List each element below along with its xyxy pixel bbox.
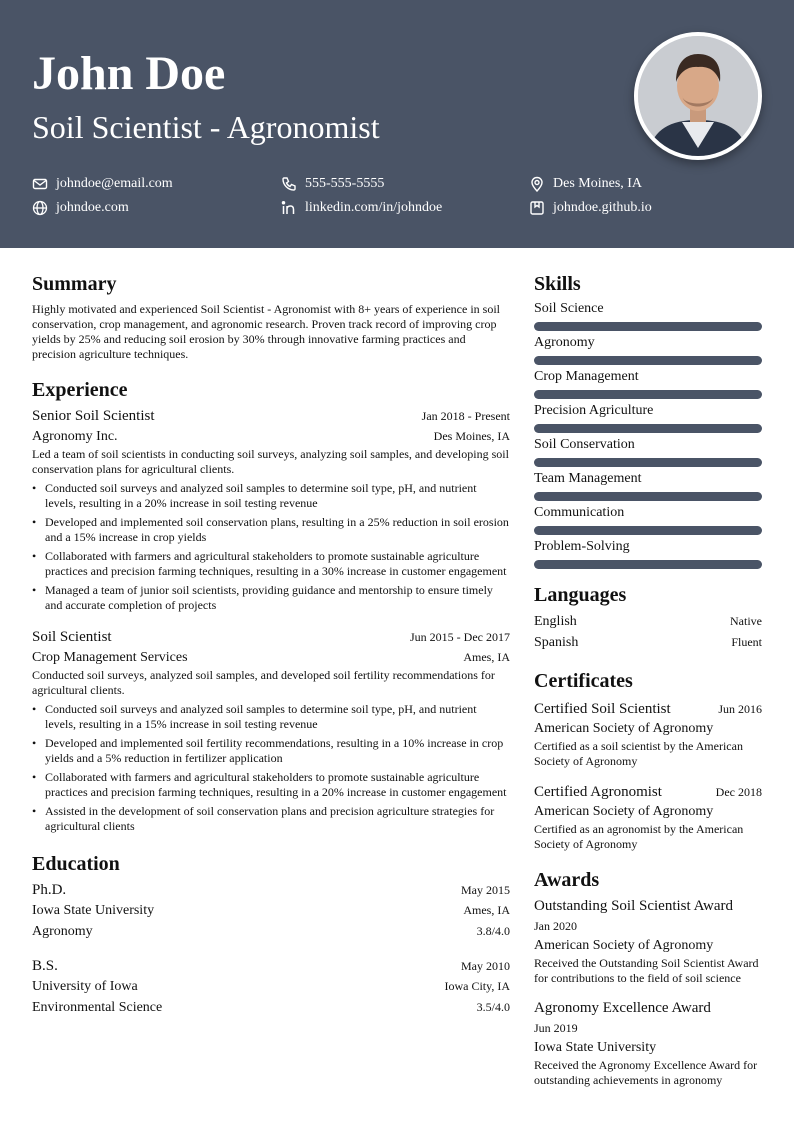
degree-field: Agronomy — [32, 924, 93, 939]
location-icon — [529, 176, 545, 192]
list-item: • Conducted soil surveys and analyzed soil samples to determine soil type, pH, and nutrient levels, resulting in a 20% increase in soil testing revenue — [32, 481, 510, 511]
degree-name: B.S. — [32, 958, 58, 974]
degree-field: Environmental Science — [32, 1000, 163, 1015]
degree-gpa: 3.8/4.0 — [476, 924, 510, 938]
certificate-title: Certified Agronomist — [534, 784, 662, 800]
certificate-issuer: American Society of Agronomy — [534, 804, 714, 819]
certificate-title: Certified Soil Scientist — [534, 701, 671, 717]
skill-level-bar — [534, 390, 762, 399]
contact-github[interactable]: johndoe.github.io — [529, 200, 652, 216]
list-item: • Managed a team of junior soil scientists, providing guidance and mentorship to ensure timely and accurate completion of projects — [32, 583, 510, 613]
list-item: • Assisted in the development of soil conservation plans and precision agriculture strategies for agricultural clients — [32, 804, 510, 834]
language-name: English — [534, 614, 577, 629]
github-icon — [529, 200, 545, 216]
language-name: Spanish — [534, 635, 579, 650]
award-description: Received the Agronomy Excellence Award for outstanding achievements in agronomy — [534, 1058, 758, 1087]
skills-section — [534, 272, 762, 569]
section-heading: Experience — [32, 379, 128, 401]
experience-section — [32, 378, 510, 834]
awards-section — [534, 868, 762, 1088]
summary-text: Highly motivated and experienced Soil Scientist - Agronomist with 8+ years of experience in soil conservation, crop management, and agronomic research. Proven track record of improving crop yields by 25% and reducing soil erosion by 30% through innovative farming practices and precision agriculture techniques. — [32, 302, 500, 361]
skill-level-bar — [534, 322, 762, 331]
summary-section — [32, 272, 510, 362]
job-location: Des Moines, IA — [433, 429, 510, 443]
degree-school: Iowa State University — [32, 903, 155, 918]
skill-name: Agronomy — [534, 335, 595, 350]
certificate-issuer: American Society of Agronomy — [534, 721, 714, 736]
language-item — [534, 611, 762, 632]
certificate-description: Certified as an agronomist by the American Society of Agronomy — [534, 822, 744, 851]
job-position: Senior Soil Scientist — [32, 408, 155, 424]
contact-location: Des Moines, IA — [529, 176, 642, 192]
main-column — [32, 272, 510, 1018]
award-description: Received the Outstanding Soil Scientist Award for contributions to the field of soil science — [534, 956, 759, 985]
degree-location: Iowa City, IA — [444, 979, 510, 993]
skill-item — [534, 470, 762, 501]
skill-level-track — [534, 526, 762, 535]
list-item: • Developed and implemented soil fertility recommendations, resulting in a 10% increase in crop yields and a 5% reduction in fertilizer application — [32, 736, 510, 766]
phone-icon — [281, 176, 297, 192]
certificates-section — [534, 669, 762, 852]
linkedin-icon — [281, 200, 297, 216]
certificate-date: Dec 2018 — [715, 785, 762, 799]
section-heading: Skills — [534, 273, 581, 295]
skill-name: Problem-Solving — [534, 539, 630, 554]
degree-school: University of Iowa — [32, 979, 138, 994]
skill-item — [534, 504, 762, 535]
degree-gpa: 3.5/4.0 — [476, 1000, 510, 1014]
skill-level-track — [534, 356, 762, 365]
section-heading: Certificates — [534, 670, 633, 692]
list-item: • Collaborated with farmers and agricultural stakeholders to promote sustainable agriculture practices and precision farming techniques, resulting in a 20% increase in customer engagement — [32, 770, 510, 800]
job-description: Led a team of soil scientists in conducting soil surveys, analyzing soil samples, and developing soil conservation plans for agricultural clients. — [32, 447, 509, 476]
job-bullets — [32, 481, 510, 613]
profile-photo — [634, 32, 762, 160]
skill-level-track — [534, 458, 762, 467]
skill-level-track — [534, 390, 762, 399]
award-issuer: Iowa State University — [534, 1040, 657, 1055]
job-company: Crop Management Services — [32, 650, 188, 665]
job-entry — [32, 406, 510, 613]
certificate-date: Jun 2016 — [718, 702, 762, 716]
skill-name: Team Management — [534, 471, 642, 486]
language-level: Fluent — [731, 635, 762, 649]
sidebar-column — [534, 272, 762, 1088]
resume-header — [0, 0, 794, 248]
contact-linkedin[interactable]: linkedin.com/in/johndoe — [281, 200, 442, 216]
skill-level-bar — [534, 458, 762, 467]
skill-level-bar — [534, 492, 762, 501]
skill-level-track — [534, 322, 762, 331]
language-level: Native — [730, 614, 762, 628]
globe-icon — [32, 200, 48, 216]
award-entry — [534, 998, 762, 1088]
skill-level-track — [534, 424, 762, 433]
contact-email[interactable]: johndoe@email.com — [32, 176, 173, 192]
skill-item — [534, 538, 762, 569]
contact-website[interactable]: johndoe.com — [32, 200, 129, 216]
candidate-title: Soil Scientist - Agronomist — [32, 109, 380, 145]
award-issuer: American Society of Agronomy — [534, 938, 714, 953]
skill-level-bar — [534, 526, 762, 535]
skill-level-track — [534, 492, 762, 501]
job-dates: Jan 2018 - Present — [421, 409, 510, 423]
skill-name: Soil Science — [534, 301, 604, 316]
award-title: Outstanding Soil Scientist Award — [534, 898, 734, 914]
languages-section — [534, 583, 762, 653]
email-icon — [32, 176, 48, 192]
job-location: Ames, IA — [463, 650, 510, 664]
language-item — [534, 632, 762, 653]
section-heading: Summary — [32, 273, 117, 295]
job-position: Soil Scientist — [32, 629, 112, 645]
award-date: Jun 2019 — [534, 1021, 578, 1035]
skill-level-bar — [534, 356, 762, 365]
list-item: • Collaborated with farmers and agricultural stakeholders to promote sustainable agriculture practices and precision farming techniques, resulting in a 30% increase in customer engagement — [32, 549, 510, 579]
degree-entry — [32, 956, 510, 1018]
award-date: Jan 2020 — [534, 919, 577, 933]
degree-date: May 2010 — [461, 959, 510, 973]
skill-name: Crop Management — [534, 369, 639, 384]
candidate-name: John Doe — [32, 47, 226, 100]
skill-level-bar — [534, 560, 762, 569]
degree-entry — [32, 880, 510, 942]
certificate-entry — [534, 782, 762, 852]
skill-item — [534, 436, 762, 467]
skill-item — [534, 368, 762, 399]
certificate-description: Certified as a soil scientist by the American Society of Agronomy — [534, 739, 743, 768]
certificate-entry — [534, 699, 762, 769]
degree-date: May 2015 — [461, 883, 510, 897]
skill-name: Soil Conservation — [534, 437, 635, 452]
degree-name: Ph.D. — [32, 882, 67, 898]
education-section — [32, 852, 510, 1018]
job-entry — [32, 627, 510, 834]
skill-level-track — [534, 560, 762, 569]
job-company: Agronomy Inc. — [32, 429, 118, 444]
skills-list — [534, 300, 762, 569]
list-item: • Conducted soil surveys and analyzed soil samples to determine soil type, pH, and nutrient levels, resulting in a 15% increase in soil testing revenue — [32, 702, 510, 732]
section-heading: Languages — [534, 584, 627, 606]
section-heading: Awards — [534, 869, 600, 891]
skill-name: Communication — [534, 505, 625, 520]
job-bullets — [32, 702, 510, 834]
skill-item — [534, 334, 762, 365]
contact-phone[interactable]: 555-555-5555 — [281, 176, 384, 192]
award-title: Agronomy Excellence Award — [534, 1000, 711, 1016]
job-dates: Jun 2015 - Dec 2017 — [410, 630, 510, 644]
section-heading: Education — [32, 853, 120, 875]
skill-name: Precision Agriculture — [534, 403, 654, 418]
list-item: • Developed and implemented soil conservation plans, resulting in a 25% reduction in soil erosion and a 15% increase in crop yields — [32, 515, 510, 545]
skill-item — [534, 402, 762, 433]
skill-item — [534, 300, 762, 331]
degree-location: Ames, IA — [463, 903, 510, 917]
job-description: Conducted soil surveys, analyzed soil samples, and developed soil fertility recommendations for agricultural clients. — [32, 668, 495, 697]
award-entry — [534, 896, 762, 986]
skill-level-bar — [534, 424, 762, 433]
